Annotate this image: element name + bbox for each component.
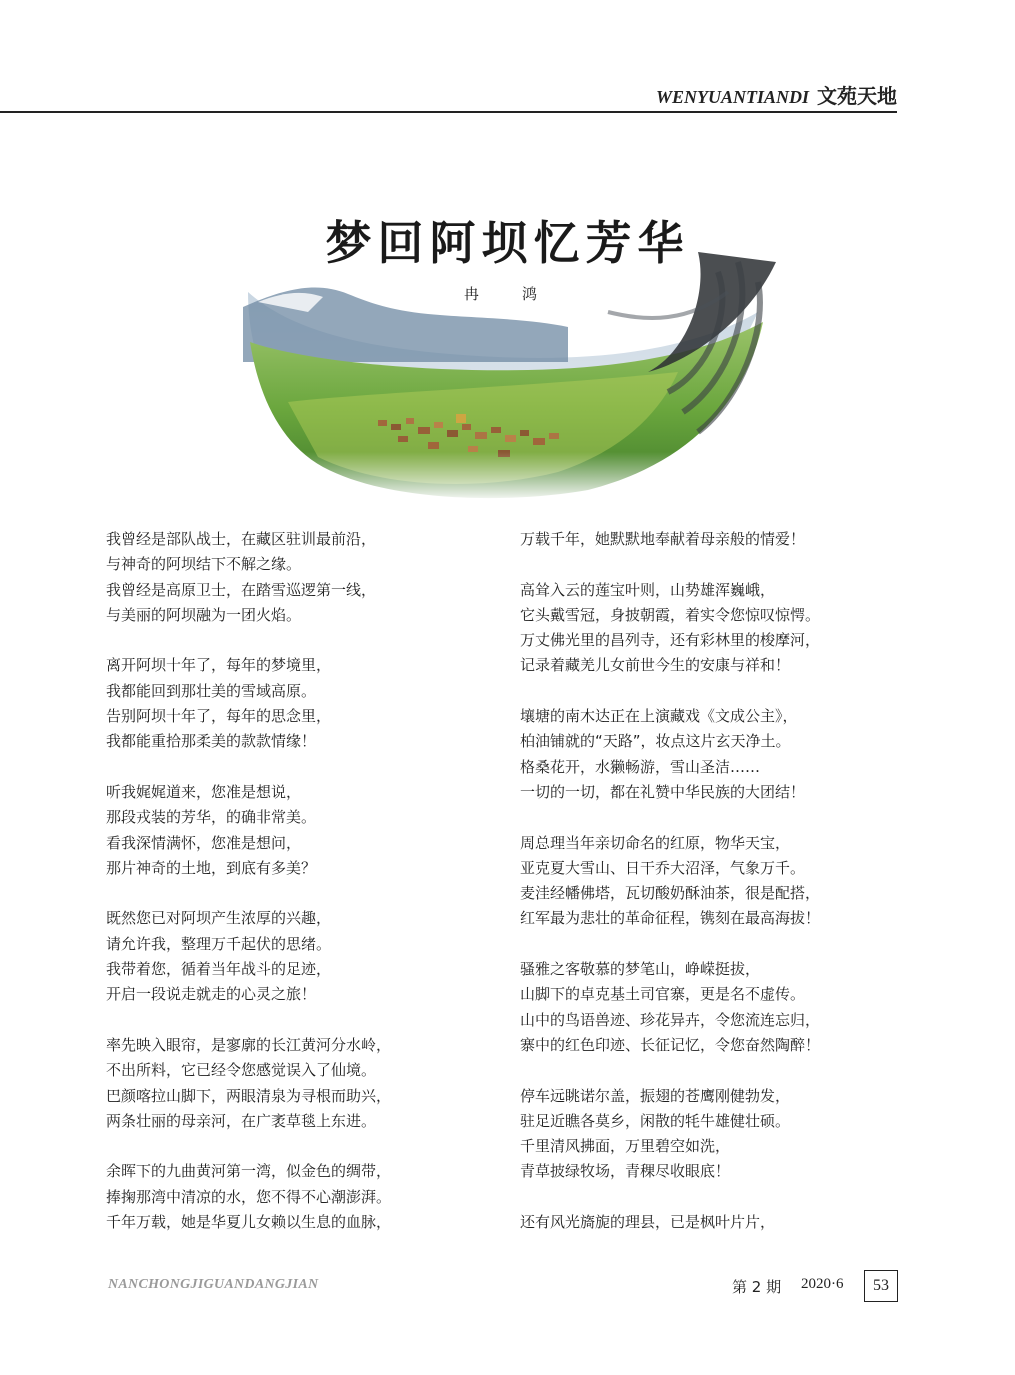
footer-date: 2020·6 [801,1276,844,1292]
poem-line: 红军最为悲壮的革命征程，镌刻在最高海拔！ [520,909,821,928]
poem-line: 万载千年，她默默地奉献着母亲般的情爱！ [520,530,806,548]
poem-line: 万丈佛光里的昌列寺，还有彩林里的梭摩河， [520,631,821,650]
poem-line: 告别阿坝十年了，每年的思念里， [106,707,332,726]
poem-line: 千年万载，她是华夏儿女赖以生息的血脉， [106,1213,392,1232]
poem-stanza [106,906,496,1007]
poem-line: 周总理当年亲切命名的红原，物华天宝， [520,833,791,852]
poem-line: 骚雅之客敬慕的梦笔山，峥嵘挺拔， [520,960,761,979]
poem-line: 青草披绿牧场，青稞尽收眼底！ [520,1162,731,1181]
poem-line: 那段戎装的芳华，的确非常美。 [106,808,317,827]
poem-line: 两条壮丽的母亲河，在广袤草毯上东进。 [106,1111,377,1130]
poem-stanza [106,527,496,628]
poem-line: 与神奇的阿坝结下不解之缘。 [106,555,302,574]
poem-line: 千里清风拂面，万里碧空如洗， [520,1137,731,1156]
poem-line: 开启一段说走就走的心灵之旅！ [106,985,317,1004]
poem-line: 请允许我，整理万千起伏的思绪。 [106,934,332,953]
poem-stanza [106,653,496,754]
page-number: 53 [864,1270,898,1302]
poem-stanza [520,1084,910,1185]
poem-column-right [520,527,910,1261]
footer-issue: 第 2 期 [732,1278,782,1296]
poem-line: 记录着藏羌儿女前世今生的安康与祥和！ [520,656,791,675]
poem-line: 寨中的红色印迹、长征记忆，令您奋然陶醉！ [520,1035,821,1054]
article-author: 冉 鸿 [463,285,551,303]
poem-line: 山脚下的卓克基土司官寨，更是名不虚传。 [520,985,806,1004]
poem-line: 我带着您，循着当年战斗的足迹， [106,960,332,979]
poem-line: 不出所料，它已经令您感觉误入了仙境。 [106,1061,377,1080]
poem-line: 一切的一切，都在礼赞中华民族的大团结！ [520,782,806,801]
poem-stanza [520,704,910,805]
poem-line: 我都能回到那壮美的雪域高原。 [106,681,317,700]
poem-line: 麦洼经幡佛塔，瓦切酸奶酥油茶，很是配搭， [520,884,821,903]
header-latin: WENYUANTIANDI [655,87,809,107]
poem-line: 率先映入眼帘，是寥廓的长江黄河分水岭， [106,1035,392,1054]
footer-journal-latin: NANCHONGJIGUANDANGJIAN [108,1277,319,1292]
poem-line: 我都能重拾那柔美的款款情缘！ [106,732,317,751]
poem-line: 格桑花开，水獭畅游，雪山圣洁…… [520,757,761,776]
header-rule [0,111,897,113]
poem-line: 停车远眺诺尔盖，振翅的苍鹰刚健勃发， [520,1086,791,1105]
poem-line: 驻足近瞧各莫乡，闲散的牦牛雄健壮硕。 [520,1111,791,1130]
poem-line: 看我深情满怀，您准是想问， [106,833,302,852]
poem-stanza [520,578,910,679]
poem-line: 我曾经是高原卫士，在踏雪巡逻第一线， [106,580,377,599]
poem-line: 它头戴雪冠，身披朝霞，着实令您惊叹惊愕。 [520,605,821,624]
poem-line: 那片神奇的土地，到底有多美？ [106,858,317,877]
running-header [656,80,897,109]
poem-line: 巴颜喀拉山脚下，两眼清泉为寻根而助兴， [106,1086,392,1105]
article-title: 梦回阿坝忆芳华 [325,216,690,270]
poem-line: 壤塘的南木达正在上演藏戏《文成公主》， [520,707,798,726]
poem-stanza [520,957,910,1058]
poem-line: 柏油铺就的“天路”，妆点这片玄天净土。 [520,732,791,751]
poem-line: 既然您已对阿坝产生浓厚的兴趣， [106,909,332,928]
poem-stanza [520,831,910,932]
header-chinese: 文苑天地 [817,84,897,108]
poem-line: 还有风光旖旎的理县，已是枫叶片片， [520,1213,776,1232]
poem-line: 我曾经是部队战士，在藏区驻训最前沿， [106,530,377,548]
poem-line: 捧掬那湾中清凉的水，您不得不心潮澎湃。 [106,1187,392,1206]
poem-line: 高耸入云的莲宝叶则，山势雄浑巍峨， [520,580,776,599]
poem-line: 亚克夏大雪山、日干乔大沼泽，气象万千。 [520,858,806,877]
poem-stanza [520,1210,910,1235]
poem-stanza [106,780,496,881]
poem-stanza [520,527,910,552]
poem-stanza [106,1033,496,1134]
poem-line: 听我娓娓道来，您准是想说， [106,782,302,801]
poem-stanza [106,1159,496,1235]
poem-column-left [106,527,496,1261]
poem-line: 余晖下的九曲黄河第一湾，似金色的绸带， [106,1162,392,1181]
poem-line: 山中的鸟语兽迹、珍花异卉，令您流连忘归， [520,1010,821,1029]
poem-line: 离开阿坝十年了，每年的梦境里， [106,656,332,675]
poem-line: 与美丽的阿坝融为一团火焰。 [106,605,302,624]
